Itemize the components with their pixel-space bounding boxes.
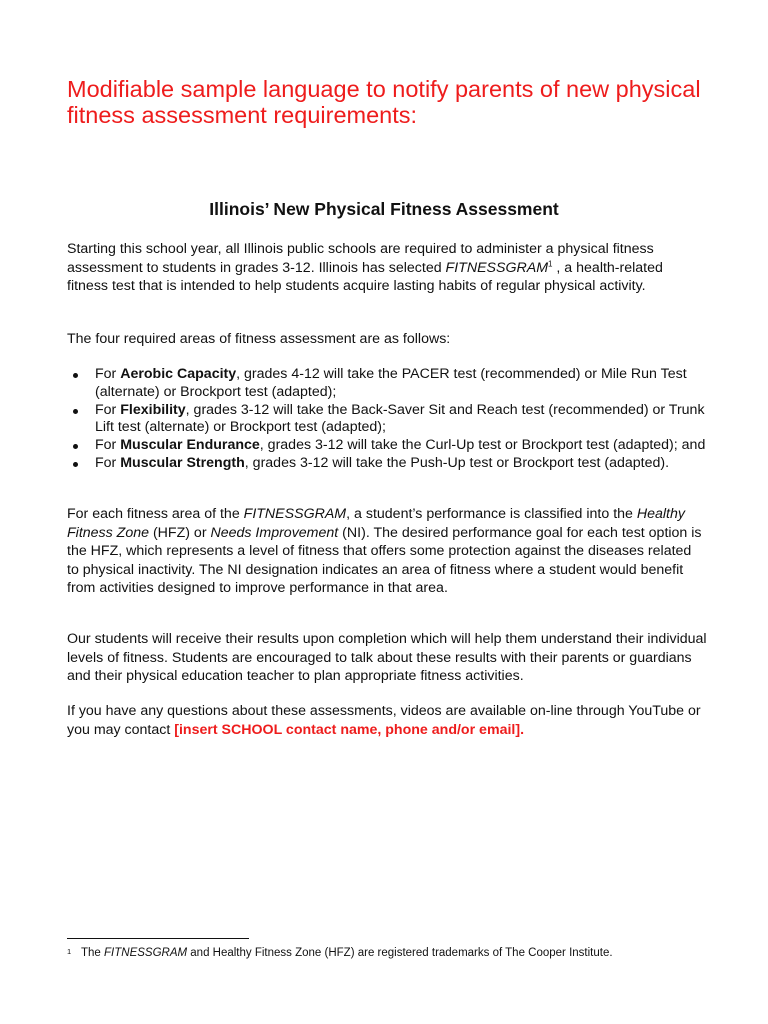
area-name: Aerobic Capacity: [120, 366, 237, 382]
hfz-term: Healthy Fitness Zone: [67, 506, 685, 541]
area-text: , grades 3-12 will take the Push-Up test or Brockport test (adapted).: [244, 454, 670, 471]
classification-paragraph: [67, 505, 707, 598]
fitnessgram-brand: FITNESSGRAM: [104, 947, 188, 959]
footnote-mark: 1: [67, 947, 72, 956]
bullet-icon: [73, 444, 78, 449]
footnote-reference: 1: [548, 258, 553, 268]
footnote-text-1: The: [81, 947, 105, 959]
area-prefix: For: [95, 366, 121, 382]
list-item: [67, 455, 707, 473]
contact-paragraph: [67, 702, 707, 739]
contact-placeholder: [insert SCHOOL contact name, phone and/or email].: [174, 721, 525, 738]
area-prefix: For: [95, 401, 121, 418]
fitnessgram-brand: FITNESSGRAM: [243, 506, 347, 522]
classification-text-2: , a student’s performance is classified into the: [346, 506, 637, 522]
intro-paragraph: [67, 240, 707, 296]
area-text: , grades 4-12 will take the PACER test (recommended) or Mile Run Test (alternate) or Brockport test (adapted);: [95, 366, 687, 400]
areas-intro: The four required areas of fitness assessment are as follows:: [67, 331, 451, 347]
fitnessgram-brand: FITNESSGRAM: [445, 259, 549, 276]
contact-text: If you have any questions about these assessments, videos are available on-line through YouTube or you may contact: [67, 703, 701, 738]
area-text: , grades 3-12 will take the Curl-Up test or Brockport test (adapted); and: [259, 437, 706, 454]
bullet-icon: [73, 373, 78, 378]
footnote-divider: [67, 938, 249, 939]
area-name: Muscular Endurance: [120, 437, 260, 454]
classification-text-1: For each fitness area of the: [67, 506, 244, 522]
list-item: [67, 402, 707, 438]
classification-text-4: (NI). The desired performance goal for each test option is the HFZ, which represents a level of fitness that offers some protection against the diseases related to physical inactivity. The NI designation indicates an area of fitness where a student would benefit from activities designed to improve performance in that area.: [67, 524, 702, 596]
list-item: [67, 366, 707, 402]
classification-text-3: (HFZ) or: [149, 524, 211, 541]
footnote: [67, 946, 727, 960]
document-title: Illinois’ New Physical Fitness Assessment: [209, 199, 559, 219]
intro-text-2: , a health-related fitness test that is intended to help students acquire lasting habits of regular physical activity.: [67, 259, 663, 294]
ni-term: Needs Improvement: [210, 524, 339, 541]
bullet-icon: [73, 462, 78, 467]
list-item: [67, 437, 707, 455]
notice-heading-line2: fitness assessment requirements:: [67, 102, 418, 128]
footnote-text-2: and Healthy Fitness Zone (HFZ) are registered trademarks of The Cooper Institute.: [187, 947, 613, 959]
notice-heading-line1: Modifiable sample language to notify parents of new physical: [67, 76, 701, 102]
area-name: Muscular Strength: [120, 454, 245, 471]
fitness-areas-list: [67, 366, 707, 473]
bullet-icon: [73, 409, 78, 414]
notice-heading: [67, 76, 707, 128]
area-text: , grades 3-12 will take the Back-Saver Sit and Reach test (recommended) or Trunk Lift test (alternate) or Brockport test (adapted);: [95, 401, 705, 436]
results-paragraph: Our students will receive their results upon completion which will help them understand their individual levels of fitness. Students are encouraged to talk about these results with their parents or guardians and their physical education teacher to plan appropriate fitness activities.: [67, 631, 707, 684]
area-prefix: For: [95, 437, 121, 454]
area-prefix: For: [95, 454, 121, 471]
intro-text-1: Starting this school year, all Illinois public schools are required to administer a physical fitness assessment to students in grades 3-12. Illinois has selected: [67, 241, 654, 276]
area-name: Flexibility: [120, 401, 186, 418]
